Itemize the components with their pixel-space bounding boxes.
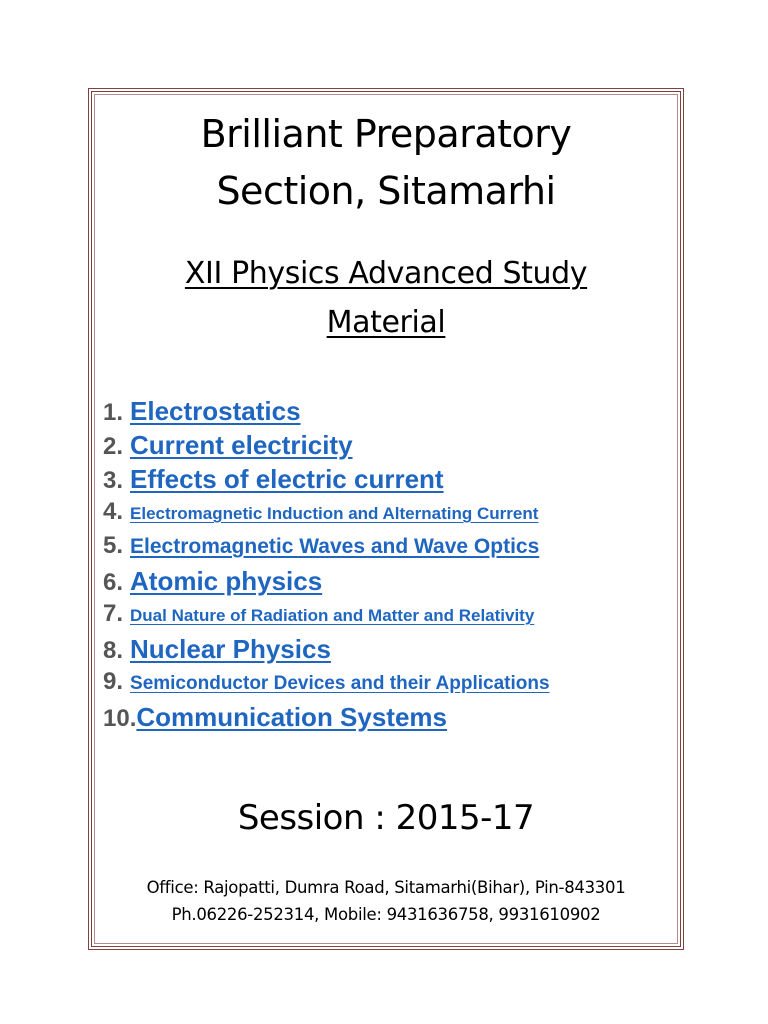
topic-number: 8. <box>103 637 124 664</box>
subtitle-line2 <box>88 303 684 343</box>
topic-link-dual-nature[interactable]: Dual Nature of Radiation and Matter and Relativity <box>130 606 535 625</box>
topic-list <box>103 396 673 736</box>
list-item <box>103 430 673 464</box>
session-text: Session : 2015-17 <box>237 798 535 838</box>
contact-phone: Ph.06226-252314, Mobile: 9431636758, 9931610902 <box>171 905 601 924</box>
list-item <box>103 396 673 430</box>
topic-link-electromagnetic-waves[interactable]: Electromagnetic Waves and Wave Optics <box>130 535 540 558</box>
topic-number: 9. <box>103 668 124 695</box>
institute-title-line1: Brilliant Preparatory <box>200 112 572 156</box>
topic-link-nuclear-physics[interactable]: Nuclear Physics <box>130 634 331 664</box>
topic-number: 10. <box>103 705 137 732</box>
list-item <box>103 532 673 566</box>
list-item <box>103 600 673 634</box>
topic-number: 6. <box>103 569 124 596</box>
list-item <box>103 668 673 702</box>
topic-link-electromagnetic-induction[interactable]: Electromagnetic Induction and Alternating Current <box>130 504 539 523</box>
topic-link-current-electricity[interactable]: Current electricity <box>130 430 353 460</box>
institute-title-line2: Section, Sitamarhi <box>216 169 556 213</box>
topic-link-electrostatics[interactable]: Electrostatics <box>130 396 301 426</box>
subtitle-line1-text: XII Physics Advanced Study <box>184 256 588 291</box>
topic-number: 3. <box>103 467 124 494</box>
list-item <box>103 464 673 498</box>
subtitle-line2-text: Material <box>326 305 446 340</box>
topic-number: 7. <box>103 600 124 627</box>
topic-number: 1. <box>103 399 124 426</box>
list-item <box>103 498 673 532</box>
list-item <box>103 566 673 600</box>
topic-link-semiconductor-devices[interactable]: Semiconductor Devices and their Applications <box>130 673 550 694</box>
subtitle-line1 <box>88 254 684 294</box>
topic-link-communication-systems[interactable]: Communication Systems <box>136 702 448 732</box>
topic-link-effects-of-electric-current[interactable]: Effects of electric current <box>130 464 444 494</box>
topic-number: 5. <box>103 532 124 559</box>
topic-number: 2. <box>103 433 124 460</box>
list-item <box>103 634 673 668</box>
topic-number: 4. <box>103 498 124 525</box>
office-address: Office: Rajopatti, Dumra Road, Sitamarhi(Bihar), Pin-843301 <box>146 878 626 897</box>
topic-link-atomic-physics[interactable]: Atomic physics <box>130 566 323 596</box>
list-item <box>103 702 673 736</box>
